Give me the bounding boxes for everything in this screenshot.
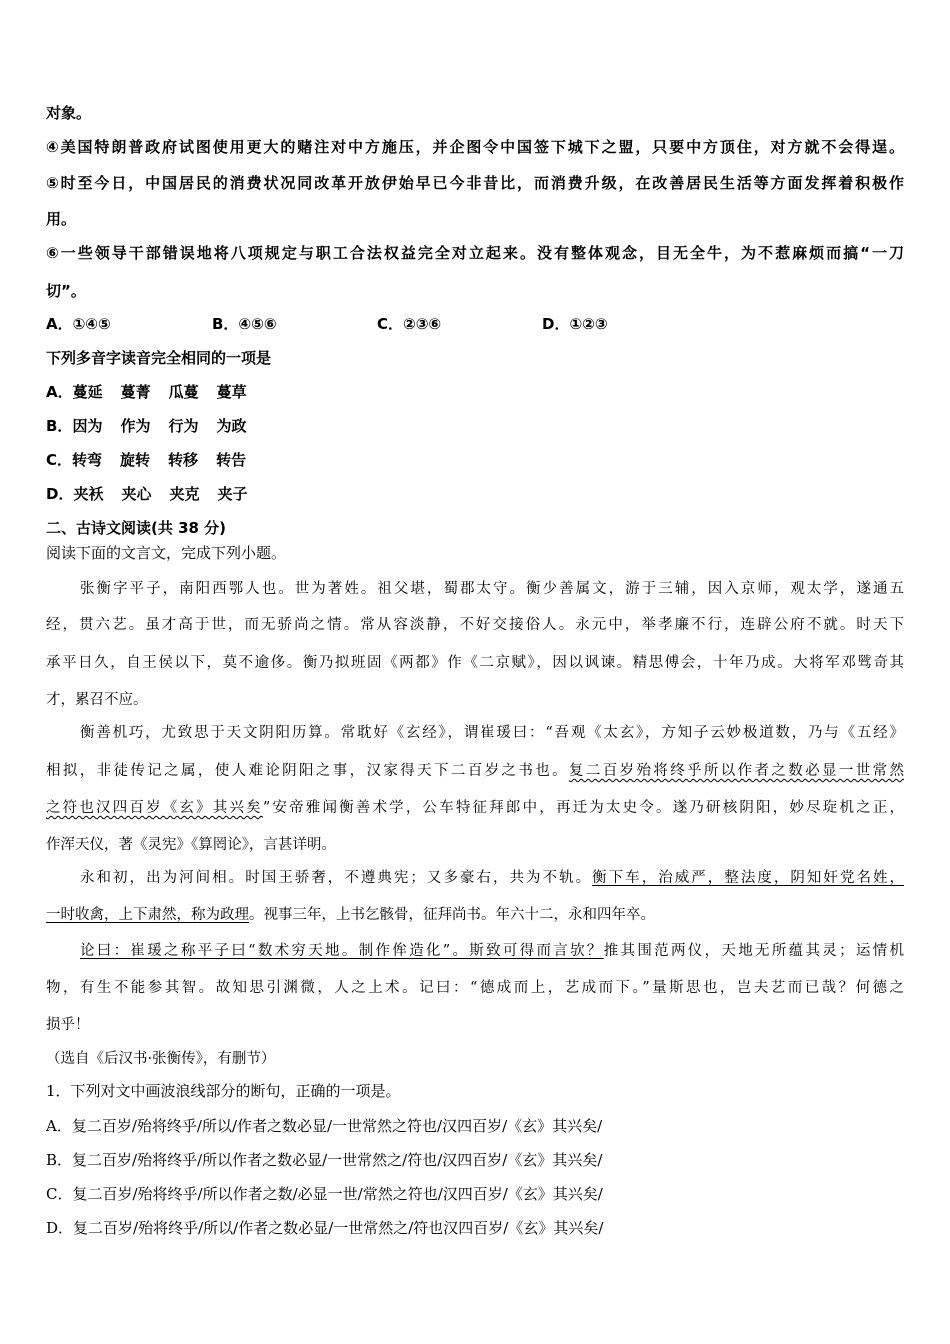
prev-item-5-line1: ⑤时至今日，中国居民的消费状况同改革开放伊始早已今非昔比，而消费升级，在改善居民生活等方面发挥着积极作 [46, 174, 904, 192]
p2-plain-text: ”安帝雅闻衡善术学，公车特征拜郎中，再迁为太史令。遂乃研核阴阳，妙尽琁机之正， [262, 800, 905, 816]
p3-plain-text: 。视事三年，上书乞骸骨，征拜尚书。年六十二，永和四年卒。 [249, 907, 655, 923]
prev-option-c[interactable]: C．②③⑥ [377, 315, 442, 333]
prev-item-4: ④美国特朗普政府试图使用更大的赌注对中方施压，并企图令中国签下城下之盟，只要中方顶住，对方就不会得逞。 [46, 138, 904, 156]
option-word: 蔓草 [216, 383, 247, 401]
passage-p4-line2: 物，有生不能参其智。故知思引渊微，人之上术。记曰：“德成而上，艺成而下。”量斯思也，岂夫艺而已哉？何德之 [46, 980, 904, 996]
option-word: 夹子 [217, 485, 248, 503]
prev-option-b[interactable]: B．④⑤⑥ [212, 315, 277, 333]
passage-p2-line3 [46, 796, 904, 817]
q1-option-a[interactable]: A．复二百岁/殆将终乎/所以/作者之数必显/一世常然之符也/汉四百岁/《玄》其兴矣/ [46, 1117, 603, 1135]
p2-plain-text: 相拟，非徒传记之属，使人难论阴阳之事，汉家得天下二百岁之书也。 [46, 763, 569, 779]
option-word: 行为 [168, 417, 199, 435]
underlined-text: 一时收禽，上下肃然，称为政理 [46, 907, 249, 923]
option-word: 转移 [168, 451, 199, 469]
underlined-text: 论曰：崔瑗之称平子曰“数术穷天地。制作侔造化”。斯致可得而言欤？ [80, 943, 604, 959]
passage-p3-line2 [46, 903, 655, 924]
prev-item-6-line2: 切”。 [46, 282, 86, 300]
section-instruction: 阅读下面的文言文，完成下列小题。 [46, 544, 287, 562]
passage-p1-line3: 承平日久，自王侯以下，莫不逾侈。衡乃拟班固《两都》作《二京赋》，因以讽谏。精思傅会，十年乃成。大将军邓骘奇其 [46, 655, 904, 671]
passage-p1-line2: 经，贯六艺。虽才高于世，而无骄尚之情。常从容淡静，不好交接俗人。永元中，举孝廉不行，连辟公府不就。时天下 [46, 617, 904, 633]
polyphone-option-b[interactable] [46, 415, 247, 436]
wavy-underline-text: 复二百岁殆将终乎所以作者之数必显一世常然 [568, 763, 904, 779]
passage-source: （选自《后汉书·张衡传》，有删节） [46, 1051, 276, 1067]
passage-p4-line3: 损乎！ [46, 1017, 90, 1033]
option-letter: D． [46, 485, 74, 503]
q1-option-c[interactable]: C．复二百岁/殆将终乎/所以作者之数/必显一世/常然之符也/汉四百岁/《玄》其兴矣/ [46, 1185, 603, 1203]
option-word: 旋转 [120, 451, 151, 469]
prev-item-6-line1: ⑥一些领导干部错误地将八项规定与职工合法权益完全对立起来。没有整体观念，目无全牛，为不惹麻烦而搞“一刀 [46, 244, 904, 262]
option-word: 蔓菁 [120, 383, 151, 401]
passage-p1-line4: 才，累召不应。 [46, 692, 148, 708]
option-word: 转弯 [72, 451, 103, 469]
option-word: 瓜蔓 [168, 383, 199, 401]
option-word: 因为 [72, 417, 103, 435]
q1-stem: 1．下列对文中画波浪线部分的断句，正确的一项是。 [46, 1082, 401, 1100]
underlined-text: 衡下车，治威严，整法度，阴知奸党名姓， [592, 870, 905, 886]
passage-p2-line4: 作浑天仪，著《灵宪》《算罔论》，言甚详明。 [46, 837, 336, 853]
passage-p4-line1 [80, 939, 904, 960]
wavy-underline-text: 之符也汉四百岁《玄》其兴矣 [46, 800, 263, 816]
option-letter: C． [46, 451, 73, 469]
option-word: 夹克 [169, 485, 200, 503]
passage-p1-line1: 张衡字平子，南阳西鄂人也。世为著姓。祖父堪，蜀郡太守。衡少善属文，游于三辅，因入京师，观太学，遂通五 [80, 581, 904, 597]
option-word: 夹袄 [73, 485, 104, 503]
p3-plain-text: 永和初，出为河间相。时国王骄奢，不遵典宪；又多豪右，共为不轨。 [80, 870, 593, 886]
q1-option-d[interactable]: D．复二百岁/殆将终乎/所以/作者之数必显/一世常然之/符也汉四百岁/《玄》其兴矣/ [46, 1219, 604, 1237]
passage-p2-line2 [46, 759, 904, 780]
polyphone-option-d[interactable] [46, 483, 248, 504]
option-letter: B． [46, 417, 73, 435]
passage-p3-line1 [80, 866, 904, 887]
prev-line-objects: 对象。 [46, 104, 92, 122]
passage-p2-line1: 衡善机巧，尤致思于天文阴阳历算。常耽好《玄经》，谓崔瑗曰：“吾观《太玄》，方知子云妙极道数，乃与《五经》 [80, 725, 904, 741]
polyphone-option-a[interactable] [46, 381, 247, 402]
polyphone-stem: 下列多音字读音完全相同的一项是 [46, 349, 272, 367]
option-word: 夹心 [121, 485, 152, 503]
section-heading: 二、古诗文阅读(共 38 分) [46, 519, 227, 537]
option-word: 作为 [120, 417, 151, 435]
prev-option-a[interactable]: A．①④⑤ [46, 315, 111, 333]
prev-item-5-line2: 用。 [46, 210, 77, 228]
option-word: 转告 [216, 451, 247, 469]
option-word: 为政 [216, 417, 247, 435]
option-word: 蔓延 [72, 383, 103, 401]
prev-option-d[interactable]: D．①②③ [542, 315, 608, 333]
q1-option-b[interactable]: B．复二百岁/殆将终乎/所以作者之数必显/一世常然之/符也/汉四百岁/《玄》其兴矣/ [46, 1151, 603, 1169]
p4-plain-text: 推其围范两仪，天地无所蕴其灵；运情机 [603, 943, 904, 959]
polyphone-option-c[interactable] [46, 449, 246, 470]
option-letter: A． [46, 383, 73, 401]
